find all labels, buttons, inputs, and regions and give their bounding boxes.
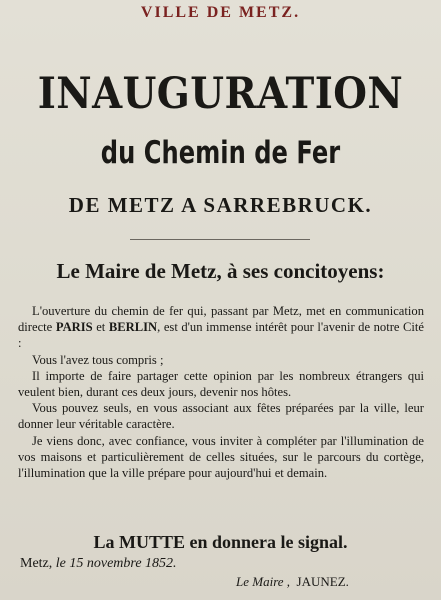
paragraph-4: Vous pouvez seuls, en vous associant aux fêtes préparées par la ville, leur donner leur véritable caractère. <box>18 401 424 432</box>
paragraph-5: Je viens donc, avec confiance, vous inviter à compléter par l'illumination de vos maisons et particulièrement de celles situées, sur le parcours du cortège, l'illumination que la ville prépare pour aujourd'hui et demain. <box>18 433 424 481</box>
salutation: Le Maire de Metz, à ses concitoyens: <box>56 259 385 283</box>
paragraph-1-conjunction: et <box>92 320 109 335</box>
paragraph-1-text-a: L'ouverture du chemin de fer qui, passant par Metz, met en communication directe <box>18 304 424 335</box>
paragraph-1 <box>18 303 424 352</box>
city-header: VILLE DE METZ. <box>140 4 301 21</box>
title-chemin-de-fer: du Chemin de Fer <box>100 135 341 171</box>
signal-post: en donnera le signal. <box>185 532 348 552</box>
title-inauguration: INAUGURATION <box>37 69 404 119</box>
signal-mutte: MUTTE <box>118 532 185 552</box>
paragraph-1-text-b: , est d'un immense intérêt pour l'avenir de notre Cité : <box>18 320 425 351</box>
divider-rule <box>130 239 310 240</box>
paragraph-2: Vous l'avez tous compris ; <box>32 352 164 367</box>
title-route: DE METZ A SARREBRUCK. <box>68 193 373 217</box>
city-paris: PARIS <box>55 320 93 335</box>
dateline <box>20 555 177 573</box>
signature-role: Le Maire , <box>236 574 291 589</box>
proclamation-body <box>18 303 424 481</box>
dateline-place: Metz, <box>20 556 56 571</box>
signal-pre: La <box>93 532 119 552</box>
dateline-date: le 15 novembre 1852. <box>55 556 177 571</box>
signal-line <box>0 531 441 553</box>
paragraph-3: Il importe de faire partager cette opinion par les nombreux étrangers qui veulent bien, durant ces deux jours, devenir nos hôtes. <box>18 368 424 400</box>
signature-name: JAUNEZ. <box>296 574 349 589</box>
city-berlin: BERLIN <box>108 320 158 335</box>
signature <box>236 573 349 591</box>
